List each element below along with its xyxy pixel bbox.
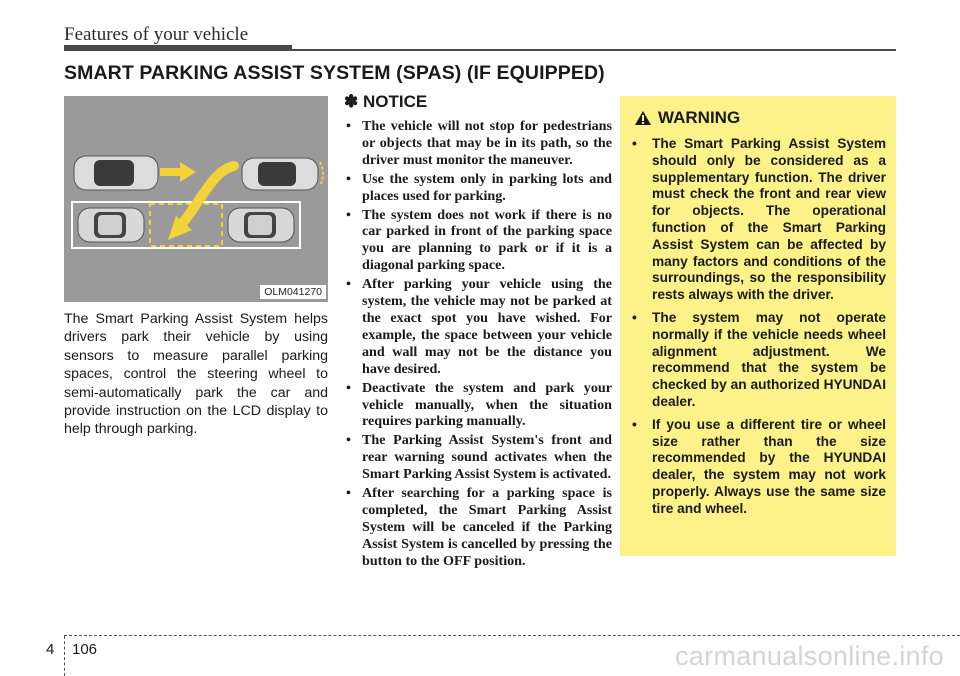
chapter-number: 4 [46, 641, 55, 658]
forward-arrow [160, 162, 196, 182]
warning-title: WARNING [658, 108, 741, 127]
searching-car [74, 156, 158, 190]
warning-item: • If you use a different tire or wheel size rather than the size recommended by the HYUNDAI dealer, the system may not work properly. Always use the same size tire and wheel. [630, 417, 886, 518]
notice-item: • After parking your vehicle using the system, the vehicle may not be parked at the exact spot you have wished. For example, the space between your vehicle and wall may not be the distance you have desired. [344, 276, 612, 377]
page-number: 106 [72, 641, 98, 658]
notice-item: • Deactivate the system and park your vehicle manually, when the situation requires parking manually. [344, 380, 612, 431]
notice-item: • The vehicle will not stop for pedestrians or objects that may be in its path, so the driver must monitor the maneuver. [344, 118, 612, 169]
notice-item: • The system does not work if there is no car parked in front of the parking space you are planning to park or if it is a diagonal parking space. [344, 207, 612, 275]
header-rule-thick [64, 45, 292, 51]
header-title: Features of your vehicle [64, 24, 249, 45]
footer-rule [64, 635, 960, 636]
parking-illustration [64, 96, 328, 302]
warning-item: • The Smart Parking Assist System should only be considered as a supplementary function. The driver must check the front and rear view for objects. The operational function of the Smart Parking Assist System can be affected by many factors and conditions of the surroundings, so the responsibility rests always with the driver. [630, 136, 886, 304]
parked-car-left [78, 208, 144, 242]
notice-item: • After searching for a parking space is completed, the Smart Parking Assist System will be canceled if the Parking Assist System is cancelled by pressing the button to the OFF position. [344, 485, 612, 570]
sensing-car [242, 158, 323, 190]
intro-paragraph: The Smart Parking Assist System helps drivers park their vehicle by using sensors to measure parallel parking spaces, control the steering wheel to semi-automatically park the car and provide instruction on the LCD display to help through parking. [64, 311, 328, 438]
notice-list [344, 118, 612, 572]
warning-triangle-icon [634, 110, 652, 126]
warning-heading [630, 100, 886, 136]
section-title: SMART PARKING ASSIST SYSTEM (SPAS) (IF EQUIPPED) [64, 62, 605, 84]
notice-asterisk-icon: ✽ [344, 92, 359, 111]
watermark: carmanualsonline.info [675, 641, 944, 671]
notice-item: • The Parking Assist System's front and rear warning sound activates when the Smart Parking Assist System is activated. [344, 432, 612, 483]
notice-heading [344, 92, 427, 112]
warning-item: • The system may not operate normally if the vehicle needs wheel alignment adjustment. We recommend that the system be checked by an authorized HYUNDAI dealer. [630, 310, 886, 411]
parked-car-right [228, 208, 294, 242]
notice-title: NOTICE [362, 92, 428, 111]
notice-item: • Use the system only in parking lots and places used for parking. [344, 171, 612, 205]
parking-diagram-svg [64, 96, 328, 302]
warning-box [620, 96, 896, 556]
warning-list [630, 136, 886, 518]
header-rule-thin [292, 49, 896, 51]
figure-code: OLM041270 [260, 285, 326, 299]
footer-separator [64, 636, 65, 676]
